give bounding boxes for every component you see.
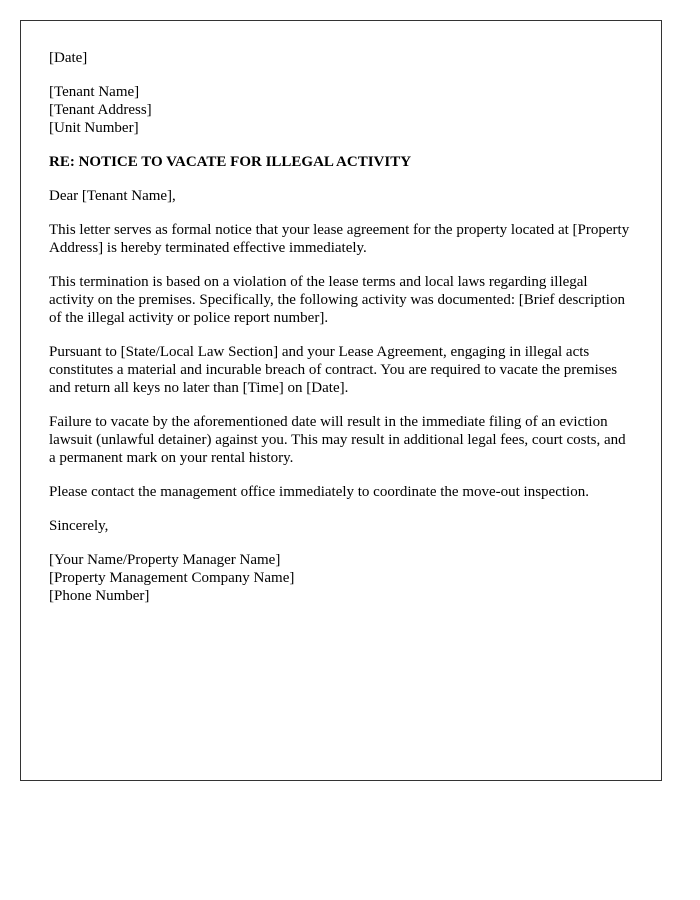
phone-number: [Phone Number] (49, 588, 150, 604)
closing: Sincerely, (49, 518, 109, 534)
body-paragraph: Failure to vacate by the aforementioned date will result in the immediate filing of an eviction lawsuit (unlawful detainer) against you. This may result in additional legal fees, court costs, and a permanent mark on your rental history. (49, 414, 626, 466)
body-paragraph: This letter serves as formal notice that your lease agreement for the property located at [Property Address] is hereby terminated effective immediately. (49, 222, 630, 256)
signer-name: [Your Name/Property Manager Name] (49, 552, 281, 568)
letter-page (20, 20, 662, 781)
body-paragraph: Please contact the management office immediately to coordinate the move-out inspection. (49, 484, 589, 500)
salutation: Dear [Tenant Name], (49, 188, 176, 204)
body-paragraph: Pursuant to [State/Local Law Section] and your Lease Agreement, engaging in illegal acts constitutes a material and incurable breach of contract. You are required to vacate the premises and return all keys no later than [Time] on [Date]. (49, 344, 618, 396)
unit-number: [Unit Number] (49, 120, 139, 136)
tenant-name: [Tenant Name] (49, 84, 140, 100)
letter-date: [Date] (49, 50, 88, 66)
subject-line: RE: NOTICE TO VACATE FOR ILLEGAL ACTIVITY (49, 154, 412, 170)
signature-block (49, 551, 632, 605)
body-paragraph: This termination is based on a violation of the lease terms and local laws regarding illegal activity on the premises. Specifically, the following activity was documented: [Brief description of the illegal activity or police report number]. (49, 274, 625, 326)
company-name: [Property Management Company Name] (49, 570, 295, 586)
tenant-address: [Tenant Address] (49, 102, 152, 118)
